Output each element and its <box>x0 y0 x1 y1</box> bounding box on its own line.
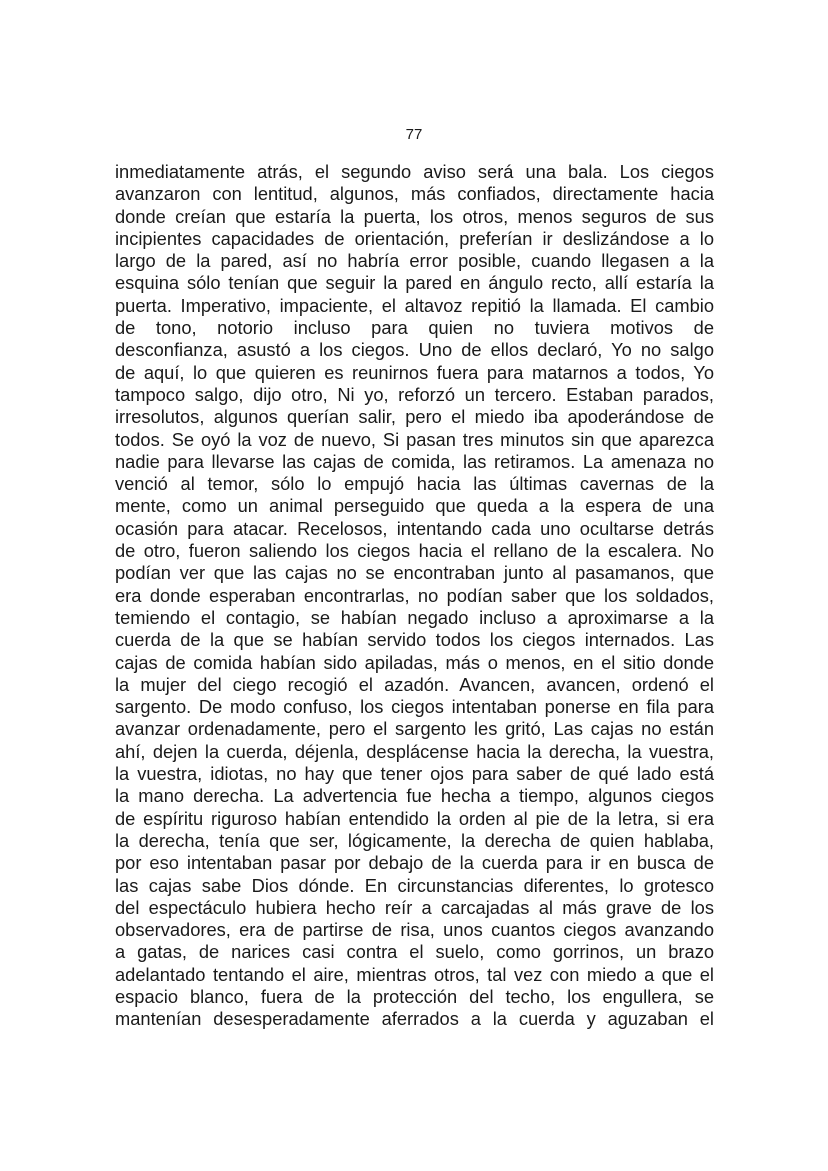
text-line: era donde esperaban encontrarlas, no podían saber que los soldados, <box>115 584 714 606</box>
text-line: nadie para llevarse las cajas de comida, las retiramos. La amenaza no <box>115 450 714 472</box>
text-line: inmediatamente atrás, el segundo aviso será una bala. Los ciegos <box>115 161 714 182</box>
text-line: mente, como un animal perseguido que queda a la espera de una <box>115 495 714 517</box>
text-line: espacio blanco, fuera de la protección del techo, los engullera, se <box>115 985 714 1007</box>
text-line: sargento. De modo confuso, los ciegos intentaban ponerse en fila para <box>115 696 714 718</box>
text-line: avanzar ordenadamente, pero el sargento les gritó, Las cajas no están <box>115 718 714 740</box>
text-line: de espíritu riguroso habían entendido la orden al pie de la letra, si era <box>115 807 714 829</box>
text-line: ahí, dejen la cuerda, déjenla, desplácense hacia la derecha, la vuestra, <box>115 740 714 762</box>
text-line: cajas de comida habían sido apiladas, más o menos, en el sitio donde <box>115 651 714 673</box>
text-line: desconfianza, asustó a los ciegos. Uno de ellos declaró, Yo no salgo <box>115 339 714 361</box>
text-line: esquina sólo tenían que seguir la pared en ángulo recto, allí estaría la <box>115 272 714 294</box>
text-line: irresolutos, algunos querían salir, pero el miedo iba apoderándose de <box>115 406 714 428</box>
text-line: la vuestra, idiotas, no hay que tener ojos para saber de qué lado está <box>115 763 714 785</box>
text-line: la mano derecha. La advertencia fue hecha a tiempo, algunos ciegos <box>115 785 714 807</box>
text-line: la derecha, tenía que ser, lógicamente, la derecha de quien hablaba, <box>115 829 714 851</box>
text-line: venció al temor, sólo lo empujó hacia las últimas cavernas de la <box>115 473 714 495</box>
text-line: observadores, era de partirse de risa, unos cuantos ciegos avanzando <box>115 919 714 941</box>
page-number: 77 <box>405 126 423 143</box>
body-text <box>115 161 714 1031</box>
text-line: tampoco salgo, dijo otro, Ni yo, reforzó un tercero. Estaban parados, <box>115 383 714 405</box>
text-line: todos. Se oyó la voz de nuevo, Si pasan tres minutos sin que aparezca <box>115 428 714 450</box>
text-line: del espectáculo hubiera hecho reír a carcajadas al más grave de los <box>115 896 714 918</box>
text-line: de aquí, lo que quieren es reunirnos fuera para matarnos a todos, Yo <box>115 361 714 383</box>
text-line: donde creían que estaría la puerta, los otros, menos seguros de sus <box>115 205 714 227</box>
text-line: de tono, notorio incluso para quien no tuviera motivos de <box>115 317 714 339</box>
text-line: incipientes capacidades de orientación, preferían ir deslizándose a lo <box>115 227 714 249</box>
text-line: mantenían desesperadamente aferrados a la cuerda y aguzaban el <box>115 1008 714 1030</box>
text-line: cuerda de la que se habían servido todos los ciegos internados. Las <box>115 629 714 651</box>
text-line: temiendo el contagio, se habían negado incluso a aproximarse a la <box>115 606 714 628</box>
text-line: de otro, fueron saliendo los ciegos hacia el rellano de la escalera. No <box>115 540 714 562</box>
text-line: las cajas sabe Dios dónde. En circunstancias diferentes, lo grotesco <box>115 874 714 896</box>
text-line: avanzaron con lentitud, algunos, más confiados, directamente hacia <box>115 183 714 205</box>
text-line: podían ver que las cajas no se encontraban junto al pasamanos, que <box>115 562 714 584</box>
text-line: adelantado tentando el aire, mientras otros, tal vez con miedo a que el <box>115 963 714 985</box>
text-line: a gatas, de narices casi contra el suelo, como gorrinos, un brazo <box>115 941 714 963</box>
text-line: la mujer del ciego recogió el azadón. Avancen, avancen, ordenó el <box>115 673 714 695</box>
text-line: ocasión para atacar. Recelosos, intentando cada uno ocultarse detrás <box>115 517 714 539</box>
text-line: puerta. Imperativo, impaciente, el altavoz repitió la llamada. El cambio <box>115 294 714 316</box>
text-line: por eso intentaban pasar por debajo de la cuerda para ir en busca de <box>115 852 714 874</box>
text-line: largo de la pared, así no habría error posible, cuando llegasen a la <box>115 250 714 272</box>
